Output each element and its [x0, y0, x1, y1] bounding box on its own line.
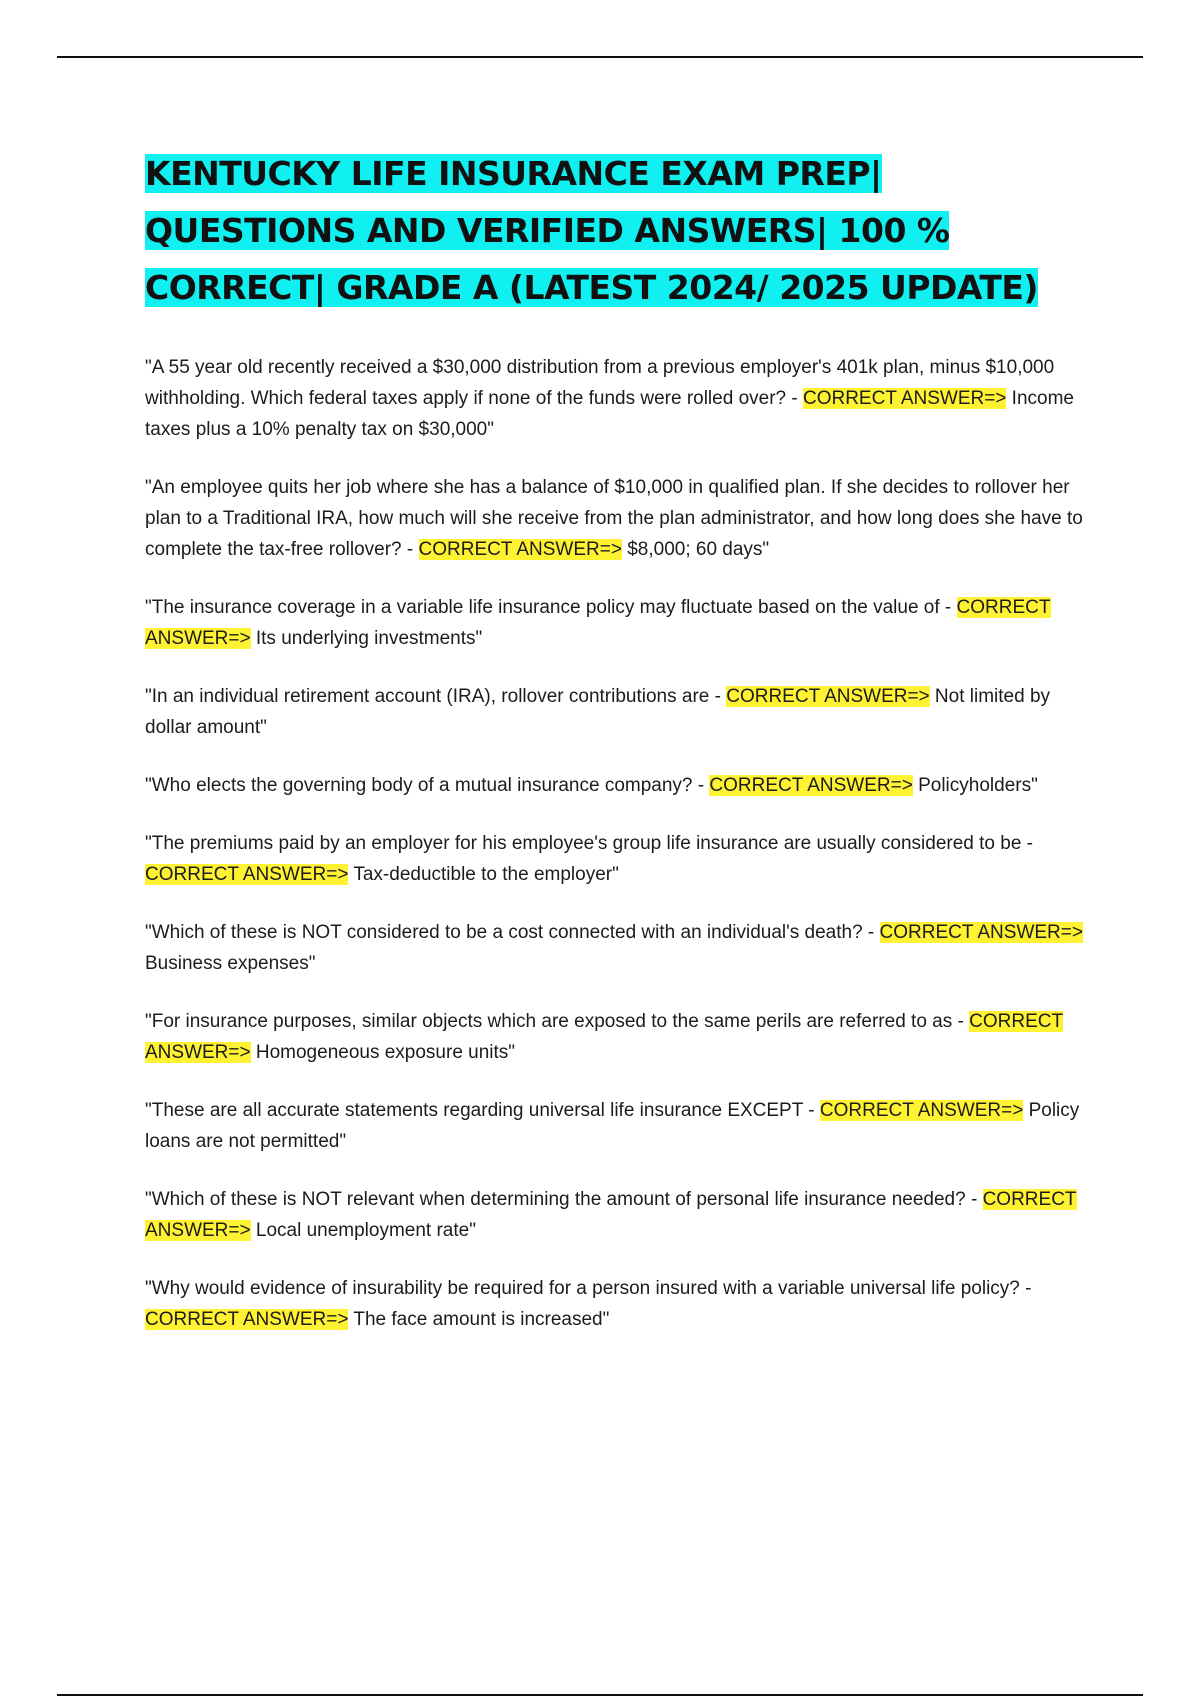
correct-answer-marker: CORRECT ANSWER=> — [819, 1100, 1024, 1121]
answer-text: Homogeneous exposure units" — [250, 1042, 516, 1063]
answer-text: The face amount is increased" — [348, 1309, 610, 1330]
answer-text: $8,000; 60 days" — [621, 539, 770, 560]
qa-item — [145, 1095, 1085, 1157]
correct-answer-marker: CORRECT ANSWER=> — [709, 775, 913, 796]
qa-item — [145, 1184, 1085, 1246]
qa-list — [145, 352, 1085, 1335]
qa-item — [145, 1273, 1085, 1335]
qa-item — [145, 1006, 1085, 1068]
correct-answer-marker: CORRECT ANSWER=> — [145, 597, 1051, 649]
qa-item — [145, 681, 1085, 743]
question-text: "An employee quits her job where she has a balance of $10,000 in qualified plan. If she decides to rollover her plan to a Traditional IRA, how much will she receive from the plan administrator, and how long does she have to complete the tax-free rollover? - — [145, 477, 1083, 560]
question-text: "Which of these is NOT considered to be a cost connected with an individual's death? - — [145, 922, 880, 943]
question-text: "Which of these is NOT relevant when determining the amount of personal life insurance needed? - — [145, 1189, 983, 1210]
question-text: "The premiums paid by an employer for his employee's group life insurance are usually considered to be - — [145, 833, 1033, 854]
qa-item — [145, 592, 1085, 654]
question-text: "These are all accurate statements regarding universal life insurance EXCEPT - — [145, 1100, 820, 1121]
answer-text: Not limited by dollar amount" — [145, 686, 1051, 738]
correct-answer-marker: CORRECT ANSWER=> — [802, 388, 1007, 409]
document-title — [145, 145, 1085, 316]
qa-item — [145, 770, 1085, 801]
document-body — [145, 145, 1085, 1362]
footer-rule — [57, 1694, 1143, 1696]
question-text: "Why would evidence of insurability be required for a person insured with a variable universal life policy? - — [145, 1278, 1032, 1299]
header-rule — [57, 56, 1143, 58]
question-text: "For insurance purposes, similar objects which are exposed to the same perils are referred to as - — [145, 1011, 970, 1032]
correct-answer-marker: CORRECT ANSWER=> — [726, 686, 930, 707]
correct-answer-marker: CORRECT ANSWER=> — [145, 1011, 1064, 1063]
answer-text: Business expenses" — [145, 953, 316, 974]
question-text: "In an individual retirement account (IRA), rollover contributions are - — [145, 686, 727, 707]
qa-item — [145, 917, 1085, 979]
qa-item — [145, 352, 1085, 445]
correct-answer-marker: CORRECT ANSWER=> — [145, 1309, 349, 1330]
correct-answer-marker: CORRECT ANSWER=> — [418, 539, 622, 560]
answer-text: Income taxes plus a 10% penalty tax on $30,000" — [145, 388, 1074, 440]
document-title-text: KENTUCKY LIFE INSURANCE EXAM PREP| QUESTIONS AND VERIFIED ANSWERS| 100 % CORRECT| GRADE A (LATEST 2024/ 2025 UPDATE) — [145, 154, 1039, 307]
question-text: "A 55 year old recently received a $30,000 distribution from a previous employer's 401k plan, minus $10,000 withholding. Which federal taxes apply if none of the funds were rolled over? - — [145, 357, 1055, 409]
qa-item — [145, 472, 1085, 565]
question-text: "Who elects the governing body of a mutual insurance company? - — [145, 775, 710, 796]
correct-answer-marker: CORRECT ANSWER=> — [145, 1189, 1077, 1241]
correct-answer-marker: CORRECT ANSWER=> — [879, 922, 1083, 943]
answer-text: Policyholders" — [912, 775, 1038, 796]
answer-text: Tax-deductible to the employer" — [348, 864, 619, 885]
answer-text: Its underlying investments" — [250, 628, 483, 649]
answer-text: Local unemployment rate" — [250, 1220, 476, 1241]
correct-answer-marker: CORRECT ANSWER=> — [145, 864, 349, 885]
answer-text: Policy loans are not permitted" — [145, 1100, 1080, 1152]
qa-item — [145, 828, 1085, 890]
question-text: "The insurance coverage in a variable life insurance policy may fluctuate based on the value of - — [145, 597, 957, 618]
